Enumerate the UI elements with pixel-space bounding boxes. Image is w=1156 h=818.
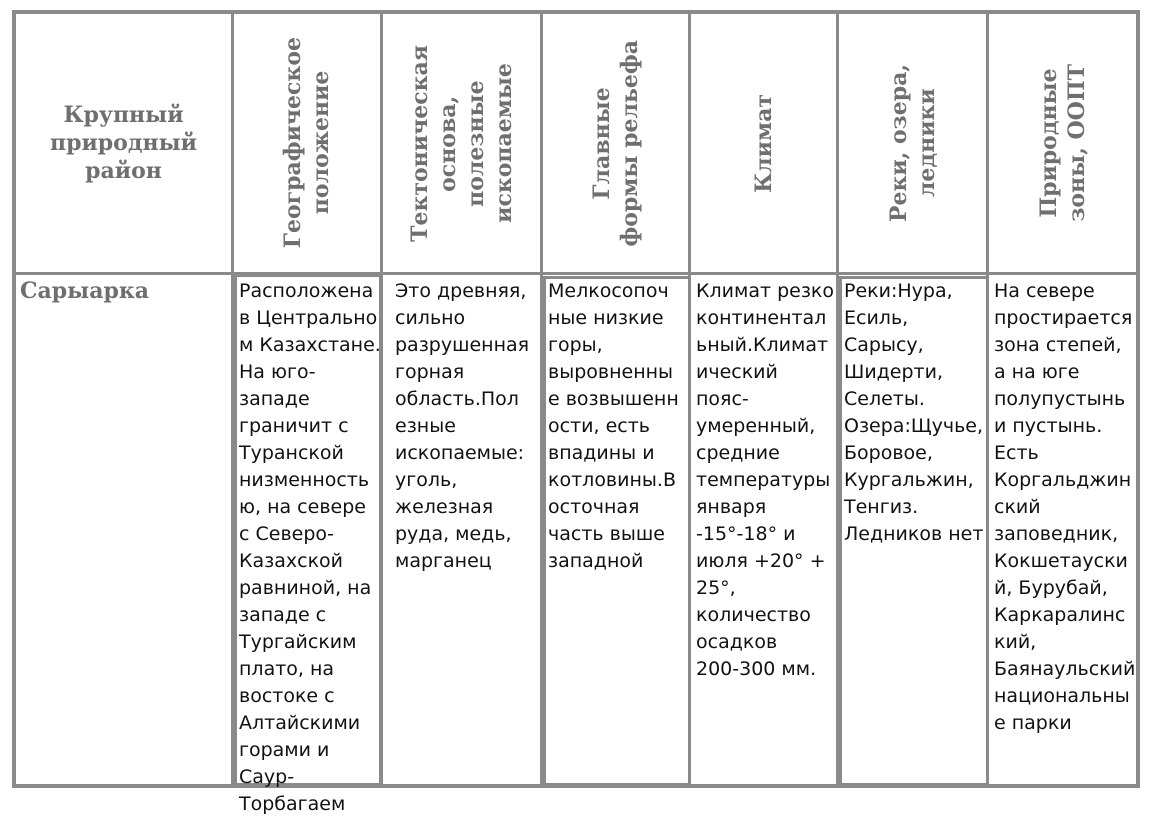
header-tectonic-text: Тектоническая основа, полезные ископаемые <box>406 44 517 242</box>
header-relief <box>543 14 688 272</box>
cell-rivers: Реки:Нура, Есиль, Сарысу, Шидерти, Селеты. Озера:Щучье, Боровое, Кургальжин, Тенгиз. Ледников нет <box>844 280 984 545</box>
header-climate <box>691 14 836 272</box>
header-region <box>16 14 231 272</box>
cell-relief: Мелкосопоч ные низкие горы, выровненны е возвышенн ости, есть впадины и котловины.В осточная часть выше западной <box>548 280 679 572</box>
header-rivers-text: Реки, озера, ледники <box>885 63 940 223</box>
header-zones-text: Природные зоны, ООПТ <box>1035 64 1090 222</box>
header-relief-text: Главные формы рельефа <box>588 39 643 247</box>
region-name: Сарыарка <box>20 278 149 304</box>
header-geo <box>234 14 380 272</box>
cell-climate: Климат резко континентал ьный.Климат ический пояс- умеренный, средние температуры января -15°-18° и июля +20° + 25°, количество осадков 200-300 мм. <box>696 280 835 680</box>
cell-tectonic: Это древняя, сильно разрушенная горная область.Пол езные ископаемые: уголь, железная руда, медь, марганец <box>395 280 530 572</box>
header-zones <box>989 14 1136 272</box>
header-region-text: Крупный природный район <box>50 102 197 184</box>
cell-zones: На севере простирается зона степей, а на юге полупустынь и пустынь. Есть Коргальджин ский заповедник, Кокшетауски й, Бурубай, Каркаралинс кий, Баянаульский национальны е парки <box>994 280 1136 734</box>
cell-geo: Расположена в Центрально м Казахстане. На юго- западе граничит с Туранской низменность ю, на севере с Северо- Казахской равниной, на западе с Тургайским плато, на востоке с Алтайскими горами и Саур- Торбагаем <box>239 280 381 815</box>
header-geo-text: Географическое положение <box>280 37 334 249</box>
header-rivers <box>839 14 986 272</box>
row-divider <box>12 272 1140 275</box>
header-tectonic <box>383 14 540 272</box>
header-climate-text: Климат <box>750 93 777 193</box>
